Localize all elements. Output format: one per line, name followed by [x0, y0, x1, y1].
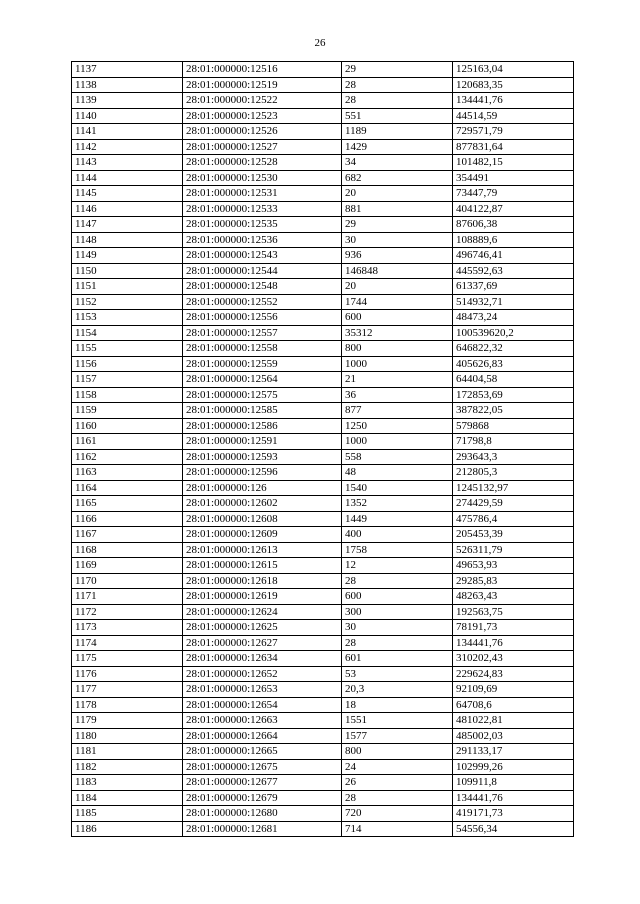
row-number-cell: 1137: [72, 62, 183, 78]
row-number-cell: 1148: [72, 232, 183, 248]
row-number-cell: 1143: [72, 155, 183, 171]
table-row: [72, 186, 574, 202]
row-number-cell: 1139: [72, 93, 183, 109]
value-cell: 44514,59: [453, 108, 574, 124]
cadastral-number-cell: 28:01:000000:12652: [183, 666, 342, 682]
row-number-cell: 1164: [72, 480, 183, 496]
table-row: [72, 263, 574, 279]
area-cell: 714: [342, 821, 453, 837]
row-number-cell: 1171: [72, 589, 183, 605]
value-cell: 877831,64: [453, 139, 574, 155]
cadastral-number-cell: 28:01:000000:12593: [183, 449, 342, 465]
area-cell: 1449: [342, 511, 453, 527]
cadastral-number-cell: 28:01:000000:12548: [183, 279, 342, 295]
value-cell: 49653,93: [453, 558, 574, 574]
cadastral-number-cell: 28:01:000000:12585: [183, 403, 342, 419]
area-cell: 18: [342, 697, 453, 713]
row-number-cell: 1152: [72, 294, 183, 310]
table-row: [72, 279, 574, 295]
table-row: [72, 93, 574, 109]
row-number-cell: 1176: [72, 666, 183, 682]
area-cell: 1189: [342, 124, 453, 140]
value-cell: 729571,79: [453, 124, 574, 140]
area-cell: 30: [342, 232, 453, 248]
area-cell: 300: [342, 604, 453, 620]
cadastral-number-cell: 28:01:000000:12677: [183, 775, 342, 791]
table-row: [72, 124, 574, 140]
cadastral-number-cell: 28:01:000000:12523: [183, 108, 342, 124]
cadastral-number-cell: 28:01:000000:12627: [183, 635, 342, 651]
row-number-cell: 1161: [72, 434, 183, 450]
value-cell: 134441,76: [453, 93, 574, 109]
area-cell: 1744: [342, 294, 453, 310]
area-cell: 21: [342, 372, 453, 388]
area-cell: 877: [342, 403, 453, 419]
row-number-cell: 1163: [72, 465, 183, 481]
table-row: [72, 155, 574, 171]
value-cell: 293643,3: [453, 449, 574, 465]
area-cell: 1000: [342, 434, 453, 450]
area-cell: 28: [342, 790, 453, 806]
area-cell: 400: [342, 527, 453, 543]
table-row: [72, 372, 574, 388]
area-cell: 28: [342, 573, 453, 589]
area-cell: 881: [342, 201, 453, 217]
cadastral-number-cell: 28:01:000000:12665: [183, 744, 342, 760]
value-cell: 485002,03: [453, 728, 574, 744]
table-row: [72, 790, 574, 806]
value-cell: 48263,43: [453, 589, 574, 605]
area-cell: 24: [342, 759, 453, 775]
value-cell: 310202,43: [453, 651, 574, 667]
value-cell: 387822,05: [453, 403, 574, 419]
cadastral-number-cell: 28:01:000000:12625: [183, 620, 342, 636]
table-row: [72, 604, 574, 620]
area-cell: 30: [342, 620, 453, 636]
cadastral-number-cell: 28:01:000000:12675: [183, 759, 342, 775]
row-number-cell: 1146: [72, 201, 183, 217]
cadastral-number-cell: 28:01:000000:126: [183, 480, 342, 496]
row-number-cell: 1138: [72, 77, 183, 93]
area-cell: 53: [342, 666, 453, 682]
row-number-cell: 1156: [72, 356, 183, 372]
cadastral-number-cell: 28:01:000000:12664: [183, 728, 342, 744]
area-cell: 20: [342, 279, 453, 295]
row-number-cell: 1140: [72, 108, 183, 124]
area-cell: 28: [342, 93, 453, 109]
value-cell: 108889,6: [453, 232, 574, 248]
row-number-cell: 1178: [72, 697, 183, 713]
area-cell: 35312: [342, 325, 453, 341]
table-row: [72, 728, 574, 744]
area-cell: 1250: [342, 418, 453, 434]
table-row: [72, 666, 574, 682]
area-cell: 558: [342, 449, 453, 465]
cadastral-number-cell: 28:01:000000:12533: [183, 201, 342, 217]
value-cell: 92109,69: [453, 682, 574, 698]
area-cell: 1577: [342, 728, 453, 744]
cadastral-number-cell: 28:01:000000:12663: [183, 713, 342, 729]
cadastral-number-cell: 28:01:000000:12526: [183, 124, 342, 140]
cadastral-number-cell: 28:01:000000:12530: [183, 170, 342, 186]
row-number-cell: 1160: [72, 418, 183, 434]
cadastral-number-cell: 28:01:000000:12609: [183, 527, 342, 543]
value-cell: 100539620,2: [453, 325, 574, 341]
cadastral-number-cell: 28:01:000000:12619: [183, 589, 342, 605]
row-number-cell: 1147: [72, 217, 183, 233]
row-number-cell: 1180: [72, 728, 183, 744]
value-cell: 229624,83: [453, 666, 574, 682]
area-cell: 48: [342, 465, 453, 481]
area-cell: 1000: [342, 356, 453, 372]
value-cell: 54556,34: [453, 821, 574, 837]
table-row: [72, 527, 574, 543]
table-row: [72, 248, 574, 264]
cadastral-number-cell: 28:01:000000:12602: [183, 496, 342, 512]
cadastral-number-cell: 28:01:000000:12679: [183, 790, 342, 806]
cadastral-number-cell: 28:01:000000:12557: [183, 325, 342, 341]
table-row: [72, 139, 574, 155]
table-row: [72, 108, 574, 124]
value-cell: 496746,41: [453, 248, 574, 264]
value-cell: 64404,58: [453, 372, 574, 388]
row-number-cell: 1162: [72, 449, 183, 465]
cadastral-number-cell: 28:01:000000:12556: [183, 310, 342, 326]
table-row: [72, 341, 574, 357]
table-row: [72, 496, 574, 512]
table-row: [72, 310, 574, 326]
area-cell: 146848: [342, 263, 453, 279]
table-row: [72, 620, 574, 636]
value-cell: 291133,17: [453, 744, 574, 760]
cadastral-number-cell: 28:01:000000:12519: [183, 77, 342, 93]
row-number-cell: 1165: [72, 496, 183, 512]
value-cell: 646822,32: [453, 341, 574, 357]
cadastral-number-cell: 28:01:000000:12536: [183, 232, 342, 248]
row-number-cell: 1183: [72, 775, 183, 791]
area-cell: 551: [342, 108, 453, 124]
value-cell: 274429,59: [453, 496, 574, 512]
cadastral-number-cell: 28:01:000000:12634: [183, 651, 342, 667]
page-number: 26: [314, 37, 326, 49]
cadastral-number-cell: 28:01:000000:12654: [183, 697, 342, 713]
area-cell: 682: [342, 170, 453, 186]
cadastral-number-cell: 28:01:000000:12591: [183, 434, 342, 450]
value-cell: 481022,81: [453, 713, 574, 729]
table-row: [72, 697, 574, 713]
cadastral-number-cell: 28:01:000000:12624: [183, 604, 342, 620]
area-cell: 36: [342, 387, 453, 403]
area-cell: 1551: [342, 713, 453, 729]
table-row: [72, 651, 574, 667]
table-row: [72, 418, 574, 434]
row-number-cell: 1179: [72, 713, 183, 729]
row-number-cell: 1153: [72, 310, 183, 326]
row-number-cell: 1181: [72, 744, 183, 760]
area-cell: 1540: [342, 480, 453, 496]
value-cell: 87606,38: [453, 217, 574, 233]
value-cell: 445592,63: [453, 263, 574, 279]
table-row: [72, 434, 574, 450]
table-row: [72, 806, 574, 822]
row-number-cell: 1177: [72, 682, 183, 698]
table-row: [72, 759, 574, 775]
row-number-cell: 1151: [72, 279, 183, 295]
cadastral-number-cell: 28:01:000000:12516: [183, 62, 342, 78]
table-row: [72, 821, 574, 837]
value-cell: 78191,73: [453, 620, 574, 636]
value-cell: 405626,83: [453, 356, 574, 372]
value-cell: 125163,04: [453, 62, 574, 78]
value-cell: 102999,26: [453, 759, 574, 775]
table-body: [72, 62, 574, 837]
value-cell: 419171,73: [453, 806, 574, 822]
cadastral-number-cell: 28:01:000000:12535: [183, 217, 342, 233]
row-number-cell: 1182: [72, 759, 183, 775]
table-row: [72, 449, 574, 465]
table-row: [72, 682, 574, 698]
area-cell: 29: [342, 217, 453, 233]
row-number-cell: 1166: [72, 511, 183, 527]
row-number-cell: 1154: [72, 325, 183, 341]
area-cell: 1352: [342, 496, 453, 512]
value-cell: 73447,79: [453, 186, 574, 202]
table-row: [72, 744, 574, 760]
table-row: [72, 356, 574, 372]
area-cell: 1429: [342, 139, 453, 155]
area-cell: 800: [342, 744, 453, 760]
value-cell: 205453,39: [453, 527, 574, 543]
cadastral-number-cell: 28:01:000000:12559: [183, 356, 342, 372]
table-row: [72, 201, 574, 217]
row-number-cell: 1158: [72, 387, 183, 403]
table-row: [72, 542, 574, 558]
value-cell: 404122,87: [453, 201, 574, 217]
value-cell: 475786,4: [453, 511, 574, 527]
row-number-cell: 1141: [72, 124, 183, 140]
table-row: [72, 480, 574, 496]
row-number-cell: 1142: [72, 139, 183, 155]
table-row: [72, 775, 574, 791]
area-cell: 601: [342, 651, 453, 667]
cadastral-number-cell: 28:01:000000:12618: [183, 573, 342, 589]
table-row: [72, 387, 574, 403]
row-number-cell: 1144: [72, 170, 183, 186]
row-number-cell: 1167: [72, 527, 183, 543]
cadastral-number-cell: 28:01:000000:12543: [183, 248, 342, 264]
value-cell: 526311,79: [453, 542, 574, 558]
table-row: [72, 465, 574, 481]
value-cell: 71798,8: [453, 434, 574, 450]
table-row: [72, 511, 574, 527]
area-cell: 600: [342, 310, 453, 326]
cadastral-number-cell: 28:01:000000:12544: [183, 263, 342, 279]
value-cell: 120683,35: [453, 77, 574, 93]
cadastral-number-cell: 28:01:000000:12615: [183, 558, 342, 574]
row-number-cell: 1150: [72, 263, 183, 279]
table-row: [72, 635, 574, 651]
cadastral-number-cell: 28:01:000000:12531: [183, 186, 342, 202]
table-row: [72, 232, 574, 248]
area-cell: 600: [342, 589, 453, 605]
area-cell: 936: [342, 248, 453, 264]
table-row: [72, 217, 574, 233]
cadastral-number-cell: 28:01:000000:12613: [183, 542, 342, 558]
area-cell: 34: [342, 155, 453, 171]
cadastral-number-cell: 28:01:000000:12586: [183, 418, 342, 434]
table-row: [72, 589, 574, 605]
area-cell: 20,3: [342, 682, 453, 698]
area-cell: 26: [342, 775, 453, 791]
cadastral-number-cell: 28:01:000000:12680: [183, 806, 342, 822]
row-number-cell: 1145: [72, 186, 183, 202]
cadastral-number-cell: 28:01:000000:12552: [183, 294, 342, 310]
area-cell: 29: [342, 62, 453, 78]
table-row: [72, 325, 574, 341]
value-cell: 134441,76: [453, 790, 574, 806]
value-cell: 1245132,97: [453, 480, 574, 496]
value-cell: 101482,15: [453, 155, 574, 171]
row-number-cell: 1168: [72, 542, 183, 558]
row-number-cell: 1186: [72, 821, 183, 837]
table-row: [72, 573, 574, 589]
value-cell: 64708,6: [453, 697, 574, 713]
cadastral-number-cell: 28:01:000000:12527: [183, 139, 342, 155]
table-row: [72, 558, 574, 574]
value-cell: 172853,69: [453, 387, 574, 403]
value-cell: 212805,3: [453, 465, 574, 481]
cadastral-number-cell: 28:01:000000:12522: [183, 93, 342, 109]
cadastral-number-cell: 28:01:000000:12575: [183, 387, 342, 403]
value-cell: 192563,75: [453, 604, 574, 620]
row-number-cell: 1169: [72, 558, 183, 574]
area-cell: 800: [342, 341, 453, 357]
data-table: [71, 61, 574, 837]
row-number-cell: 1184: [72, 790, 183, 806]
cadastral-number-cell: 28:01:000000:12528: [183, 155, 342, 171]
value-cell: 579868: [453, 418, 574, 434]
row-number-cell: 1173: [72, 620, 183, 636]
value-cell: 514932,71: [453, 294, 574, 310]
area-cell: 28: [342, 77, 453, 93]
table-row: [72, 713, 574, 729]
cadastral-number-cell: 28:01:000000:12653: [183, 682, 342, 698]
table-row: [72, 403, 574, 419]
value-cell: 354491: [453, 170, 574, 186]
value-cell: 134441,76: [453, 635, 574, 651]
cadastral-number-cell: 28:01:000000:12596: [183, 465, 342, 481]
cadastral-number-cell: 28:01:000000:12558: [183, 341, 342, 357]
cadastral-number-cell: 28:01:000000:12681: [183, 821, 342, 837]
area-cell: 720: [342, 806, 453, 822]
row-number-cell: 1159: [72, 403, 183, 419]
table-row: [72, 294, 574, 310]
table-row: [72, 170, 574, 186]
value-cell: 109911,8: [453, 775, 574, 791]
row-number-cell: 1174: [72, 635, 183, 651]
row-number-cell: 1170: [72, 573, 183, 589]
row-number-cell: 1157: [72, 372, 183, 388]
row-number-cell: 1175: [72, 651, 183, 667]
value-cell: 61337,69: [453, 279, 574, 295]
value-cell: 48473,24: [453, 310, 574, 326]
row-number-cell: 1149: [72, 248, 183, 264]
table-row: [72, 77, 574, 93]
row-number-cell: 1185: [72, 806, 183, 822]
area-cell: 1758: [342, 542, 453, 558]
area-cell: 28: [342, 635, 453, 651]
area-cell: 20: [342, 186, 453, 202]
value-cell: 29285,83: [453, 573, 574, 589]
table-row: [72, 62, 574, 78]
area-cell: 12: [342, 558, 453, 574]
cadastral-number-cell: 28:01:000000:12564: [183, 372, 342, 388]
row-number-cell: 1172: [72, 604, 183, 620]
cadastral-number-cell: 28:01:000000:12608: [183, 511, 342, 527]
row-number-cell: 1155: [72, 341, 183, 357]
